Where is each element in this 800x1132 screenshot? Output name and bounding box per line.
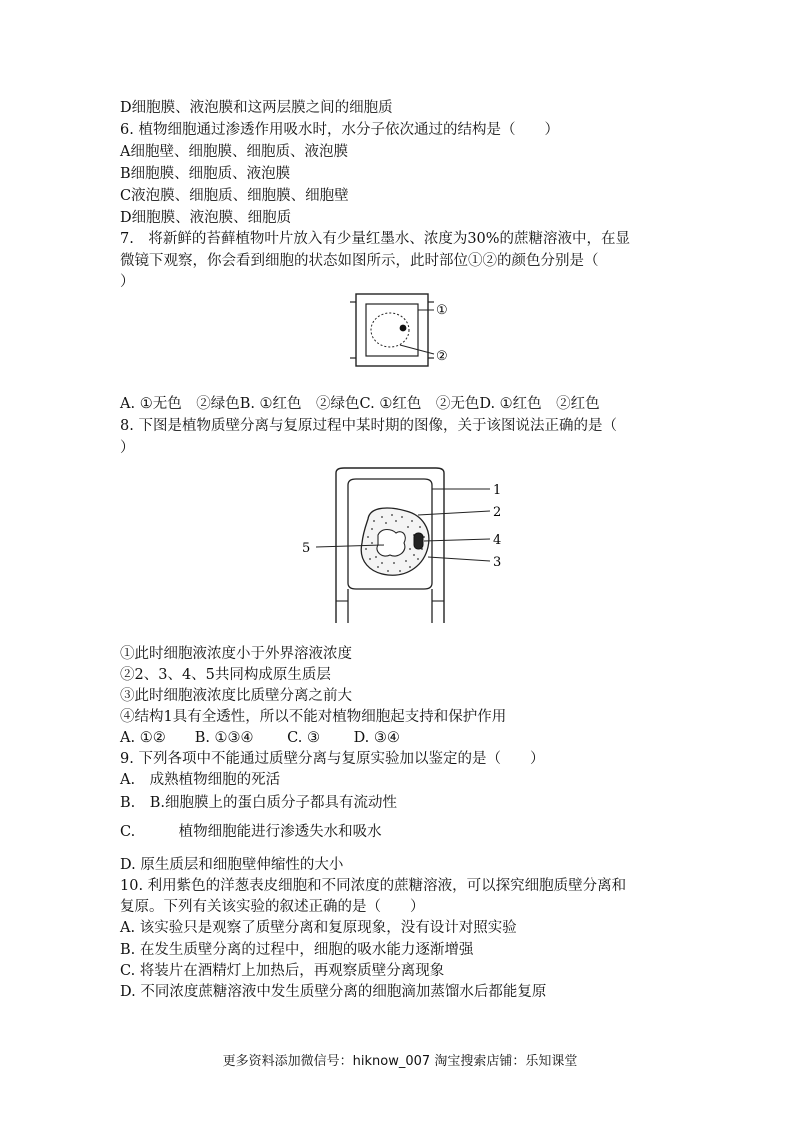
q8-options: A. ①② B. ①③④ C. ③ D. ③④ bbox=[120, 730, 400, 746]
q10-stem-line1: 10. 利用紫色的洋葱表皮细胞和不同浓度的蔗糖溶液，可以探究细胞质壁分离和 bbox=[120, 878, 627, 894]
fig1-label-2: ② bbox=[436, 349, 448, 364]
q9-option-d: D. 原生质层和细胞壁伸缩性的大小 bbox=[120, 857, 344, 873]
q5-option-d: D细胞膜、液泡膜和这两层膜之间的细胞质 bbox=[120, 100, 393, 116]
q6-option-c: C液泡膜、细胞质、细胞膜、细胞壁 bbox=[120, 188, 349, 204]
fig2-nucleus bbox=[414, 533, 423, 549]
figure-cell-2 bbox=[296, 465, 526, 627]
q7-stem-line1: 7. 将新鲜的苔藓植物叶片放入有少量红墨水、浓度为30%的蔗糖溶液中，在显 bbox=[120, 231, 631, 247]
fig2-label-2: 2 bbox=[493, 505, 502, 520]
q8-statement-2: ②2、3、4、5共同构成原生质层 bbox=[120, 667, 331, 683]
q6-option-a: A细胞壁、细胞膜、细胞质、液泡膜 bbox=[120, 144, 348, 160]
q7-stem-line3: ） bbox=[120, 274, 135, 290]
fig2-label-1: 1 bbox=[493, 483, 502, 498]
page-footer: 更多资料添加微信号：hiknow_007 淘宝搜索店铺：乐知课堂 bbox=[222, 1054, 578, 1069]
fig2-label-5: 5 bbox=[302, 541, 311, 556]
q10-option-b: B. 在发生质壁分离的过程中，细胞的吸水能力逐渐增强 bbox=[120, 942, 474, 958]
fig1-outer-wall bbox=[356, 294, 428, 366]
fig1-nucleus bbox=[400, 325, 407, 332]
q9-option-a: A. 成熟植物细胞的死活 bbox=[120, 772, 281, 788]
fig2-label-3: 3 bbox=[493, 555, 502, 570]
fig1-label-1: ① bbox=[436, 303, 448, 318]
q8-statement-4: ④结构1具有全透性，所以不能对植物细胞起支持和保护作用 bbox=[120, 709, 507, 725]
q8-statement-1: ①此时细胞液浓度小于外界溶液浓度 bbox=[120, 646, 352, 662]
q6-stem: 6. 植物细胞通过渗透作用吸水时，水分子依次通过的结构是（ ） bbox=[120, 122, 559, 138]
q10-stem-line2: 复原。下列有关该实验的叙述正确的是（ ） bbox=[120, 899, 425, 915]
q8-stem-line2: ） bbox=[120, 440, 135, 456]
q10-option-d: D. 不同浓度蔗糖溶液中发生质壁分离的细胞滴加蒸馏水后都能复原 bbox=[120, 984, 547, 1000]
q7-stem-line2: 微镜下观察，你会看到细胞的状态如图所示，此时部位①②的颜色分别是（ bbox=[120, 253, 599, 269]
q7-options: A. ①无色 ②绿色B. ①红色 ②绿色C. ①红色 ②无色D. ①红色 ②红色 bbox=[120, 396, 600, 412]
figure-cell-1 bbox=[346, 290, 466, 370]
q9-option-b: B. B.细胞膜上的蛋白质分子都具有流动性 bbox=[120, 795, 398, 811]
q9-stem: 9. 下列各项中不能通过质壁分离与复原实验加以鉴定的是（ ） bbox=[120, 751, 545, 767]
q10-option-c: C. 将装片在酒精灯上加热后，再观察质壁分离现象 bbox=[120, 963, 445, 979]
q9-option-c: C. 植物细胞能进行渗透失水和吸水 bbox=[120, 824, 382, 840]
q8-stem-line1: 8. 下图是植物质壁分离与复原过程中某时期的图像，关于该图说法正确的是（ bbox=[120, 418, 617, 434]
fig2-label-4: 4 bbox=[493, 533, 502, 548]
q8-statement-3: ③此时细胞液浓度比质壁分离之前大 bbox=[120, 688, 352, 704]
q6-option-b: B细胞膜、细胞质、液泡膜 bbox=[120, 166, 291, 182]
q6-option-d: D细胞膜、液泡膜、细胞质 bbox=[120, 210, 292, 226]
q10-option-a: A. 该实验只是观察了质壁分离和复原现象，没有设计对照实验 bbox=[120, 920, 517, 936]
fig2-vacuole bbox=[377, 530, 405, 557]
